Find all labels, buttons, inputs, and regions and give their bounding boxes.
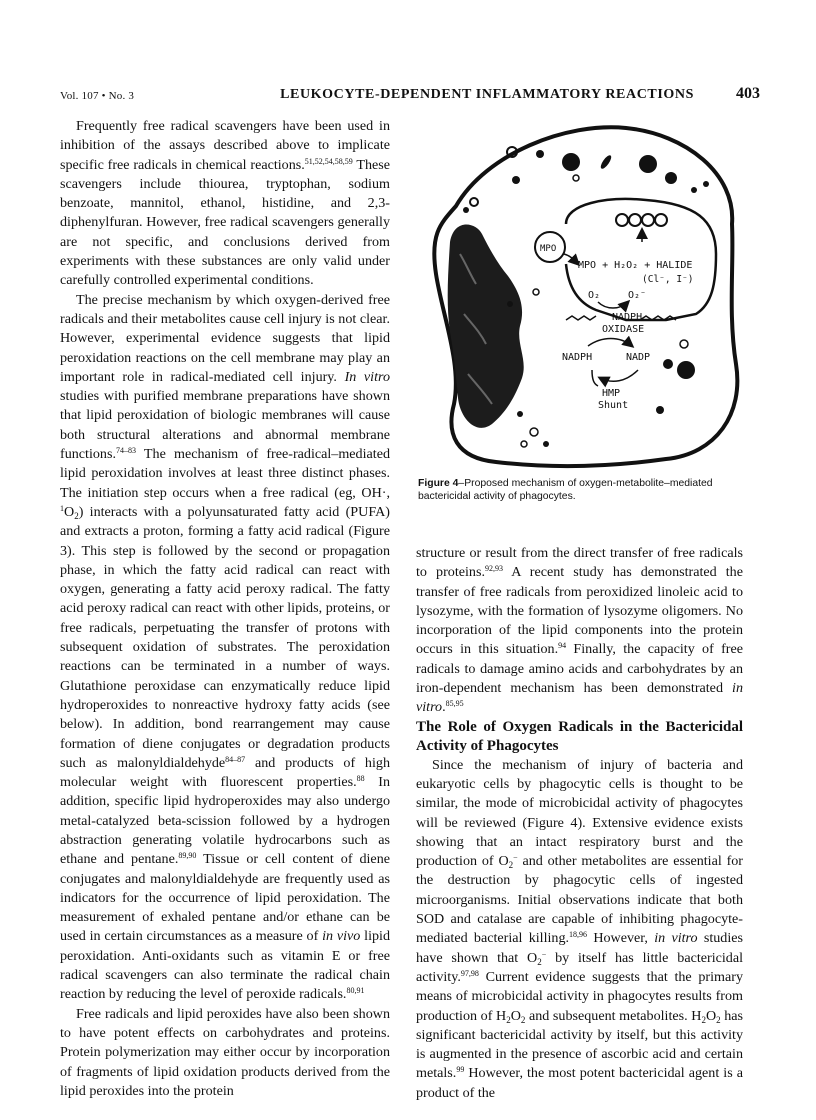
granule-icon [512,176,520,184]
reaction-label: MPO + H₂O₂ + HALIDE [578,260,693,271]
citation: 88 [356,774,365,784]
citation: 18,96 [569,930,588,940]
granule-icon [656,406,664,414]
shunt-label: Shunt [598,400,629,411]
halide-label: (Cl⁻, I⁻) [642,274,694,285]
granule-icon [599,154,613,171]
granule-icon [463,207,469,213]
granule-icon [470,198,478,206]
oxidase-label: OXIDASE [602,324,645,335]
citation: 80,91 [346,986,365,996]
granule-icon [680,340,688,348]
paragraph-protein-damage: structure or result from the direct transfer of free radicals to proteins.$^{92,93}$ A recent study has demonstrated the transfer of free radicals from peroxidized linoleic acid to lysozyme, with the formation of lysozyme oligomers. No incorporation of the lipid components into the protein occurs in this situation.$^{94}$ Finally, the capacity of free radicals to damage amino acids and carbohydrates by an iron-dependent mechanism has been demonstrated in vitro.$^{85,95}$ [416,545,743,716]
granule-icon [562,153,580,171]
granule-icon [517,411,523,417]
granule-icon [665,172,677,184]
figure-4-phagocyte-diagram [416,114,746,476]
nucleus [448,224,524,427]
citation: 94 [558,641,567,651]
citation: 74–83 [115,446,136,456]
paragraph-scavengers: Frequently free radical scavengers have been used in inhibition of the assays described above to implicate specific free radicals in chemical reactions.$^{51,52,54,58,59}$ These scavengers include thiourea, tryptophan, sodium benzoate, mannitol, ethanol, histidine, and 2,3-diphenylfuran. However, free radical scavengers generally are not specific, and conclusions derived from experiments with these substances are only valid under carefully controlled experimental conditions. [60,118,390,289]
mpo-label: MPO [540,244,557,254]
running-title: LEUKOCYTE-DEPENDENT INFLAMMATORY REACTIONS [280,87,694,102]
bacteria-cluster [616,214,667,226]
granule-icon [533,289,539,295]
granule-icon [573,175,579,181]
citation: 99 [456,1065,465,1075]
citation: 51,52,54,58,59 [304,156,353,166]
superoxide-label: O₂⁻ [628,290,647,301]
citation: 89,90 [178,851,197,861]
nadph-label: NADPH [562,352,593,363]
hmp-label: HMP [602,388,621,399]
nadp-label: NADP [626,352,651,363]
journal-volume: Vol. 107 • No. 3 [60,90,135,102]
granule-icon [639,155,657,173]
running-header [60,86,760,106]
figure-caption: Figure 4–Proposed mechanism of oxygen-metabolite–mediated bactericidal activity of phagocytes. [418,478,713,502]
left-column [60,117,390,1101]
section-heading: The Role of Oxygen Radicals in the Bactericidal Activity of Phagocytes [416,718,743,754]
granule-icon [703,181,709,187]
granule-icon [663,359,673,369]
paragraph-bactericidal: Since the mechanism of injury of bacteria and eukaryotic cells by phagocytic cells is thought to be similar, the mode of microbicidal activity of phagocytes will be reviewed (Figure 4). Extensive evidence exists showing that an intact respiratory burst and the production of $O_2^-$ and other metabolites are essential for the destruction by phagocytic cells of ingested microorganisms. Initial observations indicate that both SOD and catalase are capable of inhibiting phagocyte-mediated bacterial killing.$^{18,96}$ However, in vitro studies have shown that $O_2^-$ by itself has little bactericidal activity.$^{97,98}$ Current evidence suggests that the primary means of microbicidal activity in phagocytes results from production of $H_2O_2$ and subsequent metabolites. $H_2O_2$ has significant bactericidal activity by itself, but this activity is augmented in the presence of ascorbic acid and certain metals.$^{99}$ However, the most potent bactericidal agent is a product of the [416,756,744,1101]
granule-icon [543,441,549,447]
granule-icon [521,441,527,447]
citation: 97,98 [460,968,479,978]
citation: 85,95 [445,699,464,709]
citation: 84–87 [225,754,246,764]
page-number: 403 [736,85,760,102]
oxygen-label: O₂ [588,290,601,301]
granule-icon [507,301,513,307]
granule-icon [677,361,695,379]
citation: 92,93 [484,564,503,574]
right-column [416,544,743,1103]
granule-icon [691,187,697,193]
paragraph-lipid-peroxidation: The precise mechanism by which oxygen-derived free radicals and their metabolites cause cell injury is not clear. However, experimental evidence suggests that lipid peroxidation reactions on the cell membrane may play an important role in radical-mediated cell injury. In vitro studies with purified membrane preparations have shown that lipid peroxidation of biologic membranes will cause both structural alterations and abnormal membrane functions.$^{74-83}$ The mechanism of free-radical–mediated lipid peroxidation involves at least three distinct phases. The initiation step occurs when a free radical (eg, OH·, $^1O_2$) interacts with a polyunsaturated fatty acid (PUFA) and extracts a proton, forming a fatty acid radical (Figure 3). This step is followed by the second or propagation phase, in which the fatty acid radical can react with oxygen, generating a fatty acid peroxy radical. The fatty acid peroxy radical can react with other lipids, proteins, or free radicals, perpetuating the transfer of protons with subsequent oxidation of substrates. The peroxidation reactions can be terminated in a number of ways. Glutathione peroxidase can enzymatically reduce lipid hydroperoxides to nonreactive hydroxy fatty acids (see below). In addition, bond rearrangement may cause formation of diene conjugates or degradation products such as malonyldialdehyde$^{84-87}$ and products of high molecular weight with fluorescent properties.$^{88}$ In addition, specific lipid hydroperoxides may also undergo metal-catalyzed beta-scission followed by a hydrogen abstraction generating volatile hydrocarbons such as ethane and pentane.$^{89,90}$ Tissue or cell content of diene conjugates and malonyldialdehyde are frequently used as indicators for the occurrence of lipid peroxidation. The measurement of exhaled pentane and/or ethane can be used in certain circumstances as a measure of in vivo lipid peroxidation. Anti-oxidants such as vitamin E or free radical scavengers can also terminate the radical chain reaction by reducing the level of peroxide radicals.$^{80,91}$ [60,291,390,1003]
nadph-oxidase-top-label: NADPH [612,312,643,323]
paragraph-carbohydrates-proteins: Free radicals and lipid peroxides have also been shown to have potent effects on carbohydrates and proteins. Protein polymerization may either occur by incorporation of fragments of lipid oxidation products derived from the lipid peroxides into the protein [60,1005,390,1099]
granule-icon [530,428,538,436]
granule-icon [536,150,544,158]
caption-label: Figure 4 [418,478,459,489]
